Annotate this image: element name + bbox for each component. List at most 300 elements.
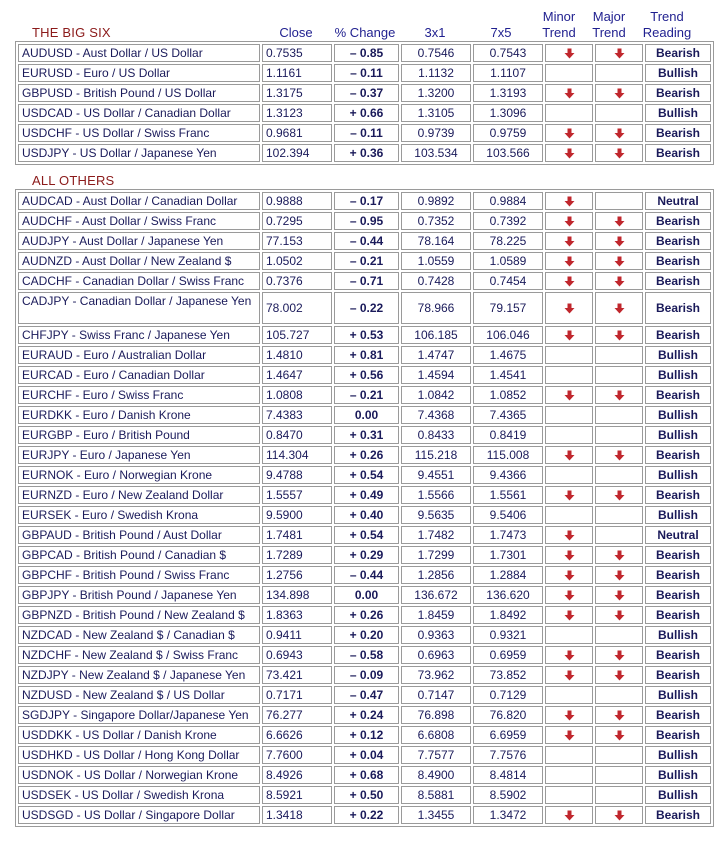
three-by-one-cell: 1.3455 — [401, 806, 471, 824]
major-trend-cell — [595, 486, 643, 504]
down-arrow-icon — [614, 390, 625, 401]
pair-cell: USDHKD - US Dollar / Hong Kong Dollar — [18, 746, 260, 764]
seven-by-five-cell: 1.2884 — [473, 566, 543, 584]
minor-trend-cell — [545, 84, 593, 102]
change-cell: + 0.22 — [334, 806, 399, 824]
change-cell: 0.00 — [334, 406, 399, 424]
three-by-one-cell: 1.8459 — [401, 606, 471, 624]
trend-reading-cell: Bullish — [645, 426, 711, 444]
change-cell: – 0.22 — [334, 292, 399, 324]
down-arrow-icon — [614, 590, 625, 601]
three-by-one-cell: 7.4368 — [401, 406, 471, 424]
pair-cell: USDNOK - US Dollar / Norwegian Krone — [18, 766, 260, 784]
major-trend-cell — [595, 386, 643, 404]
change-cell: + 0.50 — [334, 786, 399, 804]
down-arrow-icon — [564, 670, 575, 681]
down-arrow-icon — [564, 390, 575, 401]
pair-cell: NZDCHF - New Zealand $ / Swiss Franc — [18, 646, 260, 664]
down-arrow-icon — [614, 710, 625, 721]
trend-reading-cell: Bullish — [645, 786, 711, 804]
table-row — [18, 366, 711, 384]
three-by-one-cell: 0.6963 — [401, 646, 471, 664]
three-by-one-cell: 1.2856 — [401, 566, 471, 584]
seven-by-five-cell: 106.046 — [473, 326, 543, 344]
minor-trend-cell — [545, 144, 593, 162]
minor-trend-cell — [545, 726, 593, 744]
minor-trend-cell — [545, 426, 593, 444]
table-row — [18, 726, 711, 744]
trend-reading-cell: Bearish — [645, 706, 711, 724]
table-row — [18, 124, 711, 142]
close-cell: 0.7376 — [262, 272, 332, 290]
trend-reading-cell: Bullish — [645, 626, 711, 644]
minor-trend-cell — [545, 706, 593, 724]
table-row — [18, 272, 711, 290]
three-by-one-cell: 0.9739 — [401, 124, 471, 142]
change-cell: – 0.47 — [334, 686, 399, 704]
major-trend-cell — [595, 786, 643, 804]
table-row — [18, 506, 711, 524]
minor-trend-cell — [545, 786, 593, 804]
major-trend-cell — [595, 252, 643, 270]
trend-reading-cell: Bearish — [645, 272, 711, 290]
trend-reading-cell: Bearish — [645, 44, 711, 62]
trend-reading-cell: Bearish — [645, 144, 711, 162]
seven-by-five-cell: 1.4675 — [473, 346, 543, 364]
all-others-title: ALL OTHERS — [32, 173, 115, 188]
three-by-one-cell: 6.6808 — [401, 726, 471, 744]
change-cell: – 0.21 — [334, 386, 399, 404]
minor-trend-cell — [545, 466, 593, 484]
major-trend-cell — [595, 192, 643, 210]
change-cell: + 0.66 — [334, 104, 399, 122]
minor-trend-cell — [545, 546, 593, 564]
trend-reading-cell: Bullish — [645, 346, 711, 364]
minor-trend-cell — [545, 272, 593, 290]
close-cell: 9.5900 — [262, 506, 332, 524]
down-arrow-icon — [564, 550, 575, 561]
three-by-one-cell: 136.672 — [401, 586, 471, 604]
change-cell: + 0.12 — [334, 726, 399, 744]
three-by-one-cell: 0.7147 — [401, 686, 471, 704]
trend-reading-cell: Bullish — [645, 766, 711, 784]
down-arrow-icon — [614, 810, 625, 821]
minor-trend-cell — [545, 406, 593, 424]
major-trend-cell — [595, 406, 643, 424]
trend-reading-cell: Neutral — [645, 526, 711, 544]
close-cell: 0.9888 — [262, 192, 332, 210]
seven-by-five-cell: 6.6959 — [473, 726, 543, 744]
trend-reading-cell: Bearish — [645, 232, 711, 250]
down-arrow-icon — [614, 550, 625, 561]
change-cell: + 0.40 — [334, 506, 399, 524]
trend-reading-cell: Bearish — [645, 606, 711, 624]
minor-trend-cell — [545, 526, 593, 544]
table-row — [18, 546, 711, 564]
down-arrow-icon — [564, 570, 575, 581]
three-by-one-cell: 0.8433 — [401, 426, 471, 444]
seven-by-five-cell: 0.9884 — [473, 192, 543, 210]
minor-trend-cell — [545, 64, 593, 82]
down-arrow-icon — [614, 88, 625, 99]
minor-trend-cell — [545, 386, 593, 404]
table-row — [18, 326, 711, 344]
minor-trend-cell — [545, 686, 593, 704]
change-cell: + 0.81 — [334, 346, 399, 364]
trend-reading-cell: Bullish — [645, 406, 711, 424]
down-arrow-icon — [564, 88, 575, 99]
major-trend-cell — [595, 232, 643, 250]
pair-cell: EURCHF - Euro / Swiss Franc — [18, 386, 260, 404]
table-row — [18, 346, 711, 364]
pair-cell: EURGBP - Euro / British Pound — [18, 426, 260, 444]
down-arrow-icon — [564, 450, 575, 461]
close-cell: 0.8470 — [262, 426, 332, 444]
seven-by-five-cell: 1.0589 — [473, 252, 543, 270]
pair-cell: SGDJPY - Singapore Dollar/Japanese Yen — [18, 706, 260, 724]
close-cell: 0.9411 — [262, 626, 332, 644]
down-arrow-icon — [564, 48, 575, 59]
seven-by-five-cell: 7.7576 — [473, 746, 543, 764]
major-trend-cell — [595, 144, 643, 162]
down-arrow-icon — [564, 236, 575, 247]
pair-cell: EURDKK - Euro / Danish Krone — [18, 406, 260, 424]
close-cell: 7.4383 — [262, 406, 332, 424]
change-cell: – 0.85 — [334, 44, 399, 62]
minor-trend-cell — [545, 44, 593, 62]
major-trend-cell — [595, 84, 643, 102]
big-six-table — [15, 41, 714, 165]
major-trend-cell — [595, 64, 643, 82]
down-arrow-icon — [614, 303, 625, 314]
close-cell: 1.5557 — [262, 486, 332, 504]
minor-trend-cell — [545, 806, 593, 824]
minor-trend-cell — [545, 366, 593, 384]
three-by-one-cell: 0.7546 — [401, 44, 471, 62]
down-arrow-icon — [614, 128, 625, 139]
seven-by-five-cell: 76.820 — [473, 706, 543, 724]
close-cell: 105.727 — [262, 326, 332, 344]
seven-by-five-cell: 0.9759 — [473, 124, 543, 142]
change-cell: + 0.26 — [334, 606, 399, 624]
down-arrow-icon — [614, 650, 625, 661]
minor-trend-cell — [545, 626, 593, 644]
seven-by-five-cell: 1.4541 — [473, 366, 543, 384]
major-trend-cell — [595, 104, 643, 122]
seven-by-five-cell: 1.1107 — [473, 64, 543, 82]
major-trend-cell — [595, 606, 643, 624]
change-cell: – 0.21 — [334, 252, 399, 270]
seven-by-five-cell: 8.5902 — [473, 786, 543, 804]
table-row — [18, 406, 711, 424]
change-cell: + 0.24 — [334, 706, 399, 724]
change-cell: + 0.31 — [334, 426, 399, 444]
change-cell: 0.00 — [334, 586, 399, 604]
seven-by-five-cell: 0.9321 — [473, 626, 543, 644]
down-arrow-icon — [564, 810, 575, 821]
trend-reading-cell: Bearish — [645, 212, 711, 230]
table-row — [18, 144, 711, 162]
major-trend-cell — [595, 546, 643, 564]
trend-reading-cell: Bearish — [645, 666, 711, 684]
three-by-one-cell: 1.3105 — [401, 104, 471, 122]
down-arrow-icon — [564, 196, 575, 207]
seven-by-five-cell: 8.4814 — [473, 766, 543, 784]
seven-by-five-cell: 79.157 — [473, 292, 543, 324]
table-row — [18, 64, 711, 82]
down-arrow-icon — [564, 710, 575, 721]
down-arrow-icon — [564, 256, 575, 267]
trend-reading-cell: Bearish — [645, 326, 711, 344]
three-by-one-cell: 7.7577 — [401, 746, 471, 764]
trend-reading-cell: Bearish — [645, 546, 711, 564]
major-trend-cell — [595, 526, 643, 544]
major-trend-cell — [595, 346, 643, 364]
three-by-one-cell: 8.4900 — [401, 766, 471, 784]
close-cell: 77.153 — [262, 232, 332, 250]
change-cell: – 0.37 — [334, 84, 399, 102]
close-cell: 1.8363 — [262, 606, 332, 624]
trend-reading-cell: Bearish — [645, 292, 711, 324]
three-by-one-cell: 0.7428 — [401, 272, 471, 290]
change-cell: – 0.44 — [334, 566, 399, 584]
major-trend-cell — [595, 686, 643, 704]
table-row — [18, 806, 711, 824]
close-cell: 0.7171 — [262, 686, 332, 704]
down-arrow-icon — [614, 330, 625, 341]
change-cell: + 0.26 — [334, 446, 399, 464]
table-row — [18, 526, 711, 544]
seven-by-five-cell: 1.7473 — [473, 526, 543, 544]
trend-reading-cell: Bearish — [645, 124, 711, 142]
minor-trend-cell — [545, 586, 593, 604]
close-cell: 1.1161 — [262, 64, 332, 82]
pair-cell: EURAUD - Euro / Australian Dollar — [18, 346, 260, 364]
pair-cell: GBPCAD - British Pound / Canadian $ — [18, 546, 260, 564]
close-cell: 1.4647 — [262, 366, 332, 384]
close-cell: 1.0502 — [262, 252, 332, 270]
seven-by-five-cell: 0.7454 — [473, 272, 543, 290]
pair-cell: USDCAD - US Dollar / Canadian Dollar — [18, 104, 260, 122]
three-by-one-cell: 0.9363 — [401, 626, 471, 644]
minor-trend-cell — [545, 766, 593, 784]
trend-reading-cell: Bullish — [645, 104, 711, 122]
major-trend-cell — [595, 124, 643, 142]
down-arrow-icon — [614, 276, 625, 287]
three-by-one-cell: 1.0559 — [401, 252, 471, 270]
down-arrow-icon — [614, 450, 625, 461]
close-cell: 1.2756 — [262, 566, 332, 584]
down-arrow-icon — [564, 490, 575, 501]
table-row — [18, 666, 711, 684]
close-cell: 1.7289 — [262, 546, 332, 564]
trend-reading-cell: Bullish — [645, 746, 711, 764]
down-arrow-icon — [564, 330, 575, 341]
down-arrow-icon — [564, 650, 575, 661]
trend-reading-cell: Bearish — [645, 252, 711, 270]
pair-cell: GBPAUD - British Pound / Aust Dollar — [18, 526, 260, 544]
table-row — [18, 586, 711, 604]
table-row — [18, 44, 711, 62]
trend-reading-cell: Bearish — [645, 646, 711, 664]
seven-by-five-header: 7x5 — [490, 25, 512, 40]
major-trend-cell — [595, 566, 643, 584]
minor-trend-cell — [545, 746, 593, 764]
down-arrow-icon — [614, 490, 625, 501]
trend-reading-cell: Bearish — [645, 586, 711, 604]
change-cell: – 0.09 — [334, 666, 399, 684]
minor-trend-cell — [545, 326, 593, 344]
three-by-one-cell: 1.7299 — [401, 546, 471, 564]
major-trend-cell — [595, 506, 643, 524]
trend-reading-header: Trend Reading — [642, 9, 692, 40]
pair-cell: EURCAD - Euro / Canadian Dollar — [18, 366, 260, 384]
table-row — [18, 446, 711, 464]
close-cell: 8.5921 — [262, 786, 332, 804]
table-row — [18, 232, 711, 250]
change-cell: – 0.11 — [334, 124, 399, 142]
close-cell: 78.002 — [262, 292, 332, 324]
three-by-one-cell: 1.1132 — [401, 64, 471, 82]
pair-cell: GBPCHF - British Pound / Swiss Franc — [18, 566, 260, 584]
minor-trend-cell — [545, 506, 593, 524]
minor-trend-cell — [545, 346, 593, 364]
change-cell: – 0.17 — [334, 192, 399, 210]
close-cell: 1.3123 — [262, 104, 332, 122]
seven-by-five-cell: 0.6959 — [473, 646, 543, 664]
down-arrow-icon — [614, 48, 625, 59]
close-cell: 73.421 — [262, 666, 332, 684]
minor-trend-cell — [545, 252, 593, 270]
minor-trend-cell — [545, 212, 593, 230]
three-by-one-cell: 106.185 — [401, 326, 471, 344]
seven-by-five-cell: 1.5561 — [473, 486, 543, 504]
change-cell: – 0.11 — [334, 64, 399, 82]
seven-by-five-cell: 1.8492 — [473, 606, 543, 624]
seven-by-five-cell: 1.7301 — [473, 546, 543, 564]
major-trend-cell — [595, 366, 643, 384]
trend-reading-cell: Bearish — [645, 566, 711, 584]
major-trend-cell — [595, 466, 643, 484]
minor-trend-cell — [545, 566, 593, 584]
minor-trend-header: Minor Trend — [542, 9, 576, 40]
close-cell: 0.7535 — [262, 44, 332, 62]
change-cell: – 0.44 — [334, 232, 399, 250]
table-row — [18, 386, 711, 404]
change-cell: + 0.04 — [334, 746, 399, 764]
minor-trend-cell — [545, 124, 593, 142]
minor-trend-cell — [545, 646, 593, 664]
pair-cell: USDSGD - US Dollar / Singapore Dollar — [18, 806, 260, 824]
pair-cell: GBPUSD - British Pound / US Dollar — [18, 84, 260, 102]
major-trend-cell — [595, 626, 643, 644]
pair-cell: AUDNZD - Aust Dollar / New Zealand $ — [18, 252, 260, 270]
pair-cell: AUDJPY - Aust Dollar / Japanese Yen — [18, 232, 260, 250]
table-row — [18, 104, 711, 122]
three-by-one-cell: 1.0842 — [401, 386, 471, 404]
minor-trend-cell — [545, 666, 593, 684]
table-row — [18, 626, 711, 644]
table-row — [18, 84, 711, 102]
down-arrow-icon — [614, 570, 625, 581]
three-by-one-cell: 9.5635 — [401, 506, 471, 524]
down-arrow-icon — [614, 148, 625, 159]
pair-cell: NZDJPY - New Zealand $ / Japanese Yen — [18, 666, 260, 684]
trend-reading-cell: Bullish — [645, 466, 711, 484]
minor-trend-cell — [545, 192, 593, 210]
major-trend-cell — [595, 272, 643, 290]
close-cell: 1.7481 — [262, 526, 332, 544]
down-arrow-icon — [614, 670, 625, 681]
seven-by-five-cell: 0.8419 — [473, 426, 543, 444]
down-arrow-icon — [564, 148, 575, 159]
change-header: % Change — [334, 25, 396, 40]
minor-trend-cell — [545, 232, 593, 250]
seven-by-five-cell: 0.7392 — [473, 212, 543, 230]
seven-by-five-cell: 0.7129 — [473, 686, 543, 704]
major-trend-cell — [595, 746, 643, 764]
down-arrow-icon — [564, 128, 575, 139]
table-row — [18, 706, 711, 724]
seven-by-five-cell: 9.5406 — [473, 506, 543, 524]
seven-by-five-cell: 1.3472 — [473, 806, 543, 824]
seven-by-five-cell: 1.3193 — [473, 84, 543, 102]
seven-by-five-cell: 103.566 — [473, 144, 543, 162]
change-cell: + 0.54 — [334, 526, 399, 544]
three-by-one-header: 3x1 — [424, 25, 446, 40]
pair-cell: EURUSD - Euro / US Dollar — [18, 64, 260, 82]
pair-cell: EURJPY - Euro / Japanese Yen — [18, 446, 260, 464]
three-by-one-cell: 73.962 — [401, 666, 471, 684]
seven-by-five-cell: 0.7543 — [473, 44, 543, 62]
down-arrow-icon — [564, 530, 575, 541]
down-arrow-icon — [614, 236, 625, 247]
trend-reading-cell: Bearish — [645, 726, 711, 744]
major-trend-header: Major Trend — [592, 9, 626, 40]
table-row — [18, 566, 711, 584]
down-arrow-icon — [564, 590, 575, 601]
close-cell: 9.4788 — [262, 466, 332, 484]
table-row — [18, 766, 711, 784]
trend-reading-cell: Bearish — [645, 386, 711, 404]
close-cell: 7.7600 — [262, 746, 332, 764]
three-by-one-cell: 9.4551 — [401, 466, 471, 484]
close-cell: 76.277 — [262, 706, 332, 724]
major-trend-cell — [595, 706, 643, 724]
pair-cell: EURNOK - Euro / Norwegian Krone — [18, 466, 260, 484]
close-cell: 1.3418 — [262, 806, 332, 824]
trend-reading-cell: Bullish — [645, 64, 711, 82]
major-trend-cell — [595, 766, 643, 784]
down-arrow-icon — [614, 216, 625, 227]
table-row — [18, 606, 711, 624]
big-six-title: THE BIG SIX — [32, 25, 111, 40]
close-cell: 1.0808 — [262, 386, 332, 404]
all-others-table — [15, 189, 714, 827]
three-by-one-cell: 76.898 — [401, 706, 471, 724]
minor-trend-cell — [545, 292, 593, 324]
major-trend-cell — [595, 212, 643, 230]
close-cell: 114.304 — [262, 446, 332, 464]
three-by-one-cell: 1.7482 — [401, 526, 471, 544]
down-arrow-icon — [614, 610, 625, 621]
major-trend-cell — [595, 446, 643, 464]
table-row — [18, 252, 711, 270]
three-by-one-cell: 1.5566 — [401, 486, 471, 504]
major-trend-cell — [595, 586, 643, 604]
major-trend-cell — [595, 326, 643, 344]
change-cell: – 0.95 — [334, 212, 399, 230]
